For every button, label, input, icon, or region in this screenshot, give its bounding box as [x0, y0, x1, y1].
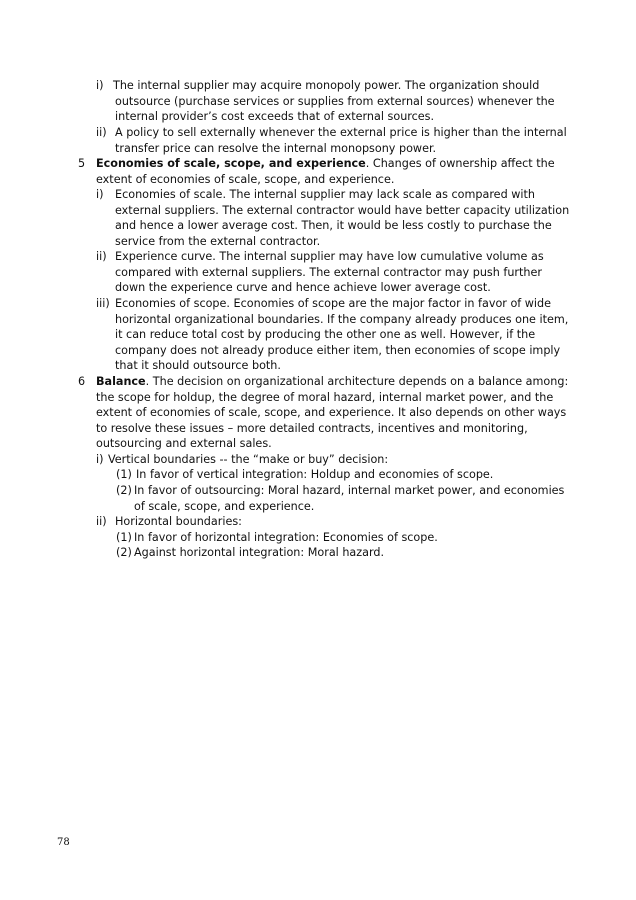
text-line: extent of economies of scale, scope, and experience. [96, 172, 395, 186]
text-line: compared with external suppliers. The external contractor may push further [115, 265, 542, 279]
item-label: iii) [96, 297, 110, 310]
text-line: internal provider’s cost exceeds that of external sources. [115, 110, 435, 124]
section-5-item-2 [96, 249, 544, 296]
text-line: The internal supplier may acquire monopoly power. The organization should [113, 79, 540, 92]
subitem-label: (1) [116, 468, 132, 481]
page-number: 78 [57, 837, 70, 848]
text-line: A policy to sell externally whenever the external price is higher than the internal [115, 126, 567, 139]
item-label: i) [96, 453, 104, 466]
text-line: it can reduce total cost by producing the other one as well. However, if the [115, 328, 536, 342]
text-line: In favor of vertical integration: Holdup and economies of scope. [136, 468, 494, 481]
section-6 [78, 374, 568, 452]
continued-item-1 [96, 78, 555, 125]
text-line: outsourcing and external sales. [96, 437, 272, 451]
subitem-label: (2) [116, 484, 132, 497]
text-line: transfer price can resolve the internal monopsony power. [115, 141, 437, 155]
item-label: ii) [96, 250, 107, 263]
vertical-subitem-2 [116, 483, 564, 514]
text-line: Experience curve. The internal supplier may have low cumulative volume as [115, 250, 544, 263]
text-line: horizontal organizational boundaries. If the company already produces one item, [115, 312, 569, 326]
section-6-vertical [96, 452, 388, 468]
section-heading-line [96, 374, 568, 390]
text-line: of scale, scope, and experience. [134, 499, 315, 513]
text-line: down the experience curve and hence achieve lower average cost. [115, 281, 491, 295]
section-title-suffix: . Changes of ownership affect the [365, 157, 555, 170]
text-line: that it should outsource both. [115, 359, 281, 373]
section-title-suffix: . The decision on organizational architecture depends on a balance among: [145, 375, 569, 388]
text-line: Economies of scale. The internal supplier may lack scale as compared with [115, 188, 535, 201]
section-heading-line [96, 156, 555, 172]
item-label: i) [96, 79, 104, 92]
text-line: external suppliers. The external contractor would have better capacity utilization [115, 203, 570, 217]
text-line: to resolve these issues – more detailed contracts, incentives and monitoring, [96, 421, 528, 435]
vertical-subitem-1 [116, 467, 493, 483]
section-5 [78, 156, 555, 187]
text-line: extent of economies of scale, scope, and experience. It also depends on other ways [96, 406, 567, 420]
item-label: ii) [96, 515, 107, 528]
horizontal-subitem-2 [116, 545, 384, 561]
text-line: Horizontal boundaries: [115, 515, 242, 528]
section-6-horizontal [96, 514, 242, 530]
continued-item-2 [96, 125, 567, 156]
text-line: company does not already produce either item, then economies of scope imply [115, 343, 561, 357]
item-label: i) [96, 188, 104, 201]
section-title: Balance [96, 375, 146, 388]
text-line: the scope for holdup, the degree of moral hazard, internal market power, and the [96, 390, 554, 404]
text-line: and hence a lower average cost. Then, it would be less costly to purchase the [115, 219, 552, 233]
text-line: In favor of outsourcing: Moral hazard, internal market power, and economies [134, 484, 565, 497]
item-label: ii) [96, 126, 107, 139]
subitem-label: (1) [116, 531, 132, 544]
subitem-label: (2) [116, 546, 132, 559]
text-line: service from the external contractor. [115, 234, 321, 248]
section-title: Economies of scale, scope, and experience [96, 157, 366, 170]
horizontal-subitem-1 [116, 530, 438, 546]
text-line: outsource (purchase services or supplies from external sources) whenever the [115, 94, 555, 108]
text-line: Economies of scope. Economies of scope are the major factor in favor of wide [115, 297, 552, 310]
section-number: 5 [78, 157, 86, 170]
text-line: In favor of horizontal integration: Economies of scope. [134, 531, 438, 544]
text-line: Vertical boundaries -- the “make or buy” decision: [108, 453, 389, 466]
section-number: 6 [78, 375, 86, 388]
section-5-item-1 [96, 187, 569, 249]
section-5-item-3 [96, 296, 568, 374]
text-line: Against horizontal integration: Moral hazard. [134, 546, 385, 559]
